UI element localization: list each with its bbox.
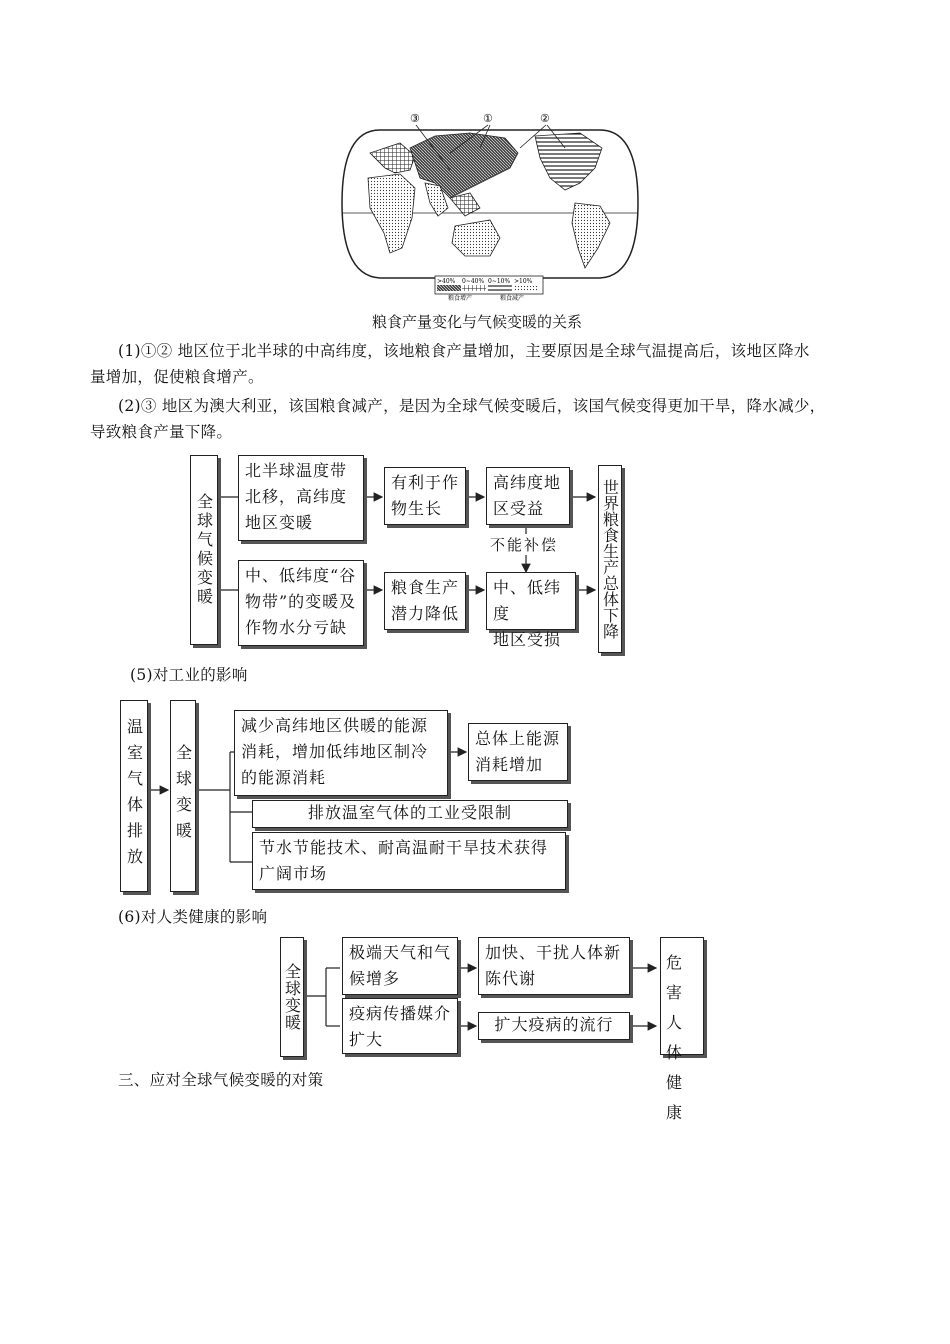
legend-range-4: >10% [514,278,533,285]
food-final-label: 世界粮食生产总体下降 [600,479,620,639]
food-bottom-cause-box [238,560,364,646]
map-caption: 粮食产量变化与气候变暖的关系 [372,313,583,331]
paragraph-1-line-2: 量增加，促使粮食增产。 [90,368,264,386]
text-line: 广阔市场 [259,864,328,883]
industry-item-2-label: 排放温室气体的工业受限制 [307,803,512,822]
text-line: 区受益 [493,499,545,518]
health-cause-2-box [342,998,458,1054]
legend-range-3: 0~10% [488,278,511,285]
text-line: 粮食生产 [391,578,460,597]
food-final-box [598,465,622,653]
section-6-heading: (6)对人类健康的影响 [118,908,268,926]
text-line: 的能源消耗 [241,768,327,787]
food-bottom-effect-box [384,572,466,630]
text-line: 总体上能源 [475,729,561,748]
text-line: 候增多 [349,969,401,988]
map-marker-2: ② [540,112,550,125]
industry-item-2-box [252,800,568,828]
health-final-box [660,937,704,1122]
text-line: 地区变暖 [245,513,314,532]
food-root-box [190,455,218,645]
text-line: 消耗增加 [475,755,544,774]
text-line: 节水节能技术、耐高温耐干旱技术获得 [259,838,549,857]
section-5-heading: (5)对工业的影响 [130,666,248,684]
health-effect-1-box [478,937,630,995]
health-root-label: 全球变暖 [282,963,302,1031]
health-cause-1-box [342,937,458,995]
text-line: 中、低纬度 [493,578,562,623]
text-line: 陈代谢 [485,969,537,988]
text-line: 作物水分亏缺 [245,618,348,637]
text-line: 潜力降低 [391,604,460,623]
industry-root-label: 全球变暖 [173,744,193,848]
text-line: 有利于作 [391,473,460,492]
legend-increase: 粮食增产 [448,295,473,302]
food-top-result-box [486,467,570,525]
industry-item-1-result-box [468,723,568,781]
industry-root-box [170,700,196,892]
health-effect-2-box [478,1012,630,1040]
health-root-box [280,937,304,1057]
text-line: 中、低纬度“谷 [245,566,357,585]
text-line: 物带”的变暖及 [245,592,357,611]
text-line: 扩大 [349,1030,384,1049]
text-line: 物生长 [391,499,443,518]
food-top-effect-box [384,467,466,525]
text-line: 北半球温度带 [245,461,348,480]
text-line: 消耗，增加低纬地区制冷 [241,742,429,761]
text-line: 疫病传播媒介 [349,1004,452,1023]
food-root-label: 全球气候变暖 [194,493,214,607]
health-effect-2-label: 扩大疫病的流行 [494,1015,614,1034]
industry-source-label: 温室气体排放 [124,718,144,874]
paragraph-2-line-2: 导致粮食产量下降。 [90,423,233,441]
legend-range-2: 0~40% [462,278,485,285]
text-line: 高纬度地 [493,473,562,492]
food-top-cause-box [238,455,364,541]
text-line: 加快、干扰人体新 [485,943,622,962]
text-line: 北移，高纬度 [245,487,348,506]
text-line: 极端天气和气 [349,943,452,962]
food-connector-label: 不能补偿 [490,536,559,554]
legend-decrease: 粮食减产 [500,295,525,302]
industry-item-1-box [234,710,448,796]
food-bottom-result-box [486,572,576,649]
industry-source-box [120,700,148,892]
paragraph-2-line-1: (2)③ 地区为澳大利亚，该国粮食减产，是因为全球气候变暖后，该国气候变得更加干旱，降水减少， [118,397,826,415]
health-final-label: 危害人体健康 [666,953,685,1122]
text-line: 减少高纬地区供暖的能源 [241,716,429,735]
paragraph-1-line-1: (1)①② 地区位于北半球的中高纬度，该地粮食产量增加，主要原因是全球气温提高后，该地区降水 [118,342,810,360]
section-3-heading: 三、应对全球气候变暖的对策 [118,1071,324,1089]
text-line: 地区受损 [493,630,562,649]
map-marker-1: ① [483,112,493,125]
industry-item-3-box [252,832,566,890]
map-marker-3: ③ [410,112,420,125]
legend-range-1: >40% [437,278,456,285]
